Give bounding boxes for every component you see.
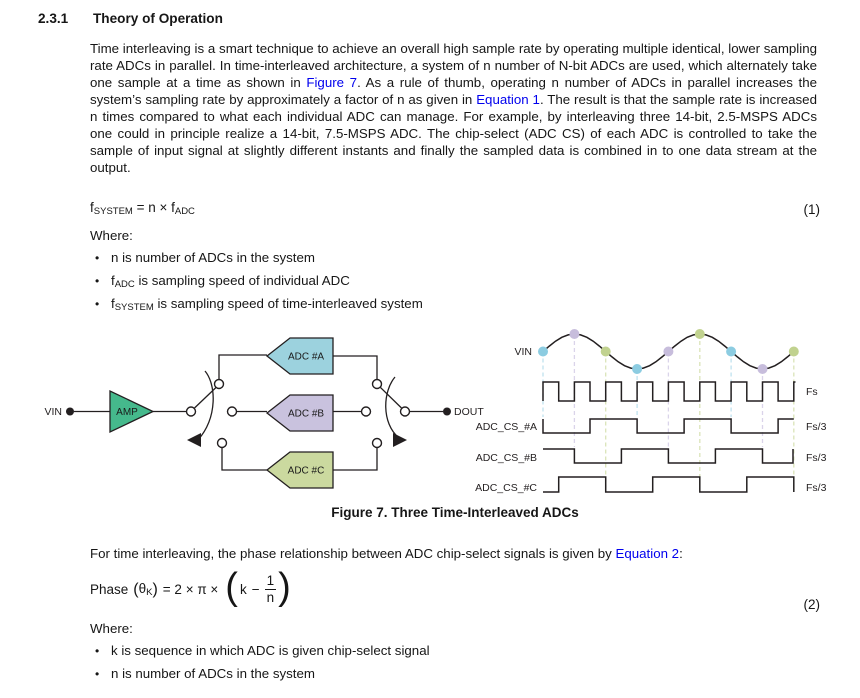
paragraph-text: Time interleaving is a smart technique to achieve an overall high sample rate by operating multiple identical, lower sampling rate ADCs in parallel. In time-interleaved architecture, a system of n number of N-bit ADCs are used, which alternately take one sample at a time as shown in	[90, 41, 817, 90]
adc-cs-b-waveform	[543, 449, 793, 463]
figure-7-diagram	[38, 323, 852, 503]
adc-cs-a-label: ADC_CS_#A	[475, 421, 537, 433]
section-number: 2.3.1	[38, 11, 69, 26]
adc-cs-c-waveform	[543, 477, 794, 492]
switch-rotation-arc	[386, 377, 399, 438]
switch-pole-contact	[187, 407, 196, 416]
switch-arrowhead	[393, 433, 407, 447]
wire	[333, 356, 377, 380]
wire	[222, 448, 267, 471]
switch-pole-contact	[401, 407, 410, 416]
sample-dot-c	[695, 329, 705, 339]
dout-terminal-dot	[443, 408, 451, 416]
section-heading	[38, 11, 223, 26]
adc-c-label: ADC #C	[287, 465, 325, 477]
list-item	[90, 643, 810, 658]
eq-subscript: SYSTEM	[93, 206, 133, 217]
adc-b-label: ADC #B	[287, 408, 325, 420]
eq-operator: = 2 × π ×	[162, 581, 219, 597]
adc-cs-b-label: ADC_CS_#B	[475, 452, 537, 464]
switch-contact-b	[362, 407, 371, 416]
switch-contact-c	[373, 439, 382, 448]
big-open-paren: (	[225, 566, 238, 608]
sample-dot-c	[601, 347, 611, 357]
list-item-text: • n is number of ADCs in the system	[111, 250, 315, 265]
sample-dot-b	[663, 347, 673, 357]
sample-dot-a	[726, 347, 736, 357]
fs3-label: Fs/3	[806, 421, 827, 433]
fraction-denominator: n	[266, 589, 275, 605]
eq-function: Phase	[90, 581, 129, 597]
adc-cs-c-label: ADC_CS_#C	[475, 482, 537, 494]
switch-contact-c	[218, 439, 227, 448]
switch-arrowhead	[187, 433, 201, 447]
equation-2	[90, 566, 820, 612]
paragraph-text: . The result is that the sample rate is increased n times compared to what each individual ADC can manage. For example, by interleaving three 14-bit, 2.5-MSPS ADCs one could in principle realize a 14-bit, 7.5-MSPS ADC. The chip-select (ADC CS) of each ADC is controlled to take the sample of input signal at slightly different instants and finally the sampled data is combined in to one data stream at the output.	[90, 92, 817, 175]
wire	[333, 448, 377, 471]
fs3-label: Fs/3	[806, 452, 827, 464]
switch-arm	[381, 388, 402, 409]
switch-contact-a	[215, 380, 224, 389]
eq-k-term: k − $\frac{1}{n}$	[239, 572, 275, 605]
fs3-label: Fs/3	[806, 482, 827, 494]
fs-clock-waveform	[543, 382, 796, 401]
sample-dot-a	[538, 347, 548, 357]
switch-contact-b	[228, 407, 237, 416]
list-item	[90, 273, 810, 290]
list-item	[90, 666, 810, 681]
eq-operator: = n × f	[132, 200, 175, 215]
eq-subscript: ADC	[174, 206, 195, 217]
list-item-text: • $f_{ADC}$ is sampling speed of individual ADC	[111, 273, 350, 290]
figure-caption: Figure 7. Three Time-Interleaved ADCs	[331, 505, 579, 520]
sample-dot-c	[789, 347, 799, 357]
big-close-paren: )	[278, 566, 291, 608]
equation-1	[90, 200, 820, 217]
paragraph-text: For time interleaving, the phase relationship between ADC chip-select signals is given by	[90, 546, 616, 561]
fraction-numerator: 1	[266, 572, 275, 588]
fraction	[265, 573, 277, 605]
list-item-text: • k is sequence in which ADC is given chip-select signal	[111, 643, 430, 658]
paragraph-text: :	[679, 546, 683, 561]
vin-terminal-dot	[66, 408, 74, 416]
where-label: Where:	[90, 621, 133, 636]
where-label: Where:	[90, 228, 133, 243]
phase-paragraph	[90, 545, 820, 562]
equation-2-body	[90, 566, 820, 612]
switch-rotation-arc	[198, 371, 213, 440]
amp-label: AMP	[116, 407, 138, 418]
wave-vin-label: VIN	[514, 346, 532, 358]
sample-dot-b	[569, 329, 579, 339]
dout-label: DOUT	[454, 406, 484, 418]
sample-dot-b	[758, 364, 768, 374]
equation-1-number: (1)	[803, 202, 820, 217]
equation2-link[interactable]: Equation 2	[615, 546, 680, 561]
list-item-text: • $f_{SYSTEM}$ is sampling speed of time-interleaved system	[111, 296, 423, 313]
equation1-link[interactable]: Equation 1	[476, 92, 540, 107]
eq-theta-group: $(\theta_K)$	[133, 581, 158, 598]
switch-contact-a	[373, 380, 382, 389]
intro-paragraph	[90, 40, 817, 176]
section-title: Theory of Operation	[93, 11, 223, 26]
list-item	[90, 250, 810, 265]
adc-a-label: ADC #A	[287, 351, 325, 363]
equation-2-number: (2)	[803, 597, 820, 612]
equation-1-body	[90, 200, 195, 217]
paragraph-text: . As a rule of thumb, operating n number of ADCs in parallel increases the system’s sampling rate by approximately a factor of n as given in	[90, 75, 817, 107]
figure7-link[interactable]: Figure 7	[306, 75, 358, 90]
eq-symbol: f	[90, 200, 94, 215]
fs-label: Fs	[806, 386, 818, 398]
sample-dot-a	[632, 364, 642, 374]
list-item	[90, 296, 810, 313]
list-item-text: • n is number of ADCs in the system	[111, 666, 315, 681]
wire	[219, 355, 267, 380]
vin-label: VIN	[44, 406, 62, 418]
